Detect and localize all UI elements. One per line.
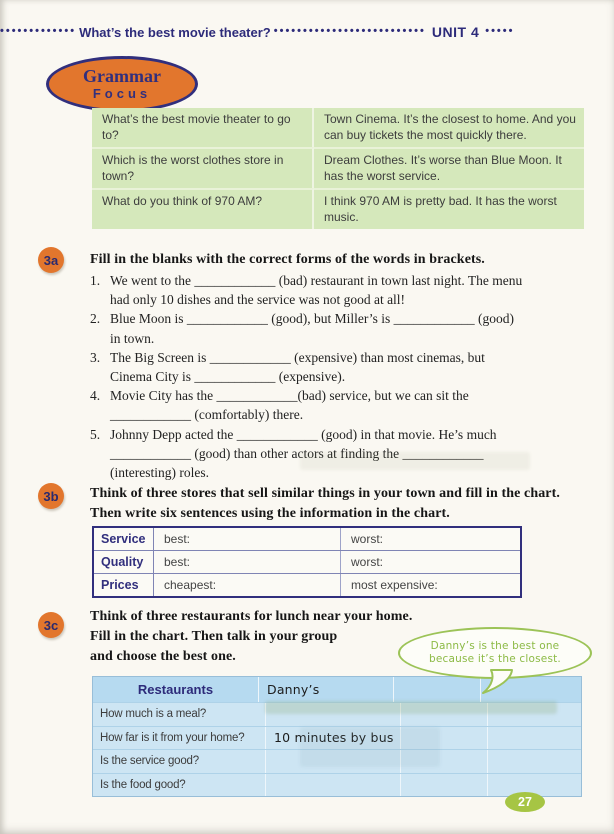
item-text: The Big Screen is ____________ (expensive) than most cinemas, but Cinema City is ____________ (expensive). (110, 349, 485, 385)
exercise-3a-items (90, 271, 526, 482)
chart-row (94, 550, 520, 573)
chart-cell: worst: (351, 555, 384, 569)
header-cell-dannys: Danny’s (259, 677, 394, 702)
empty-cell (401, 727, 488, 750)
exercise-item (90, 271, 526, 309)
grammar-table (92, 108, 584, 229)
item-number: 1. (90, 273, 101, 288)
exercise-item (90, 309, 526, 347)
item-text: Johnny Depp acted the ____________ (good) in that movie. He’s much ____________ (good) than other actors at finding the ____________ (interesting) roles. (110, 426, 497, 481)
section-3c-title-line2: Fill in the chart. Then talk in your group (90, 629, 338, 644)
unit-label: UNIT 4 (431, 24, 480, 40)
stores-chart (92, 526, 522, 598)
item-text: Movie City has the ____________(bad) service, but we can sit the ____________ (comfortably) there. (110, 388, 469, 423)
grammar-answer: Town Cinema. It’s the closest to home. And you can buy tickets the most quickly there. (314, 108, 584, 147)
chart-row-label: Service (94, 528, 154, 550)
table-row (93, 773, 581, 797)
answer-cell: 10 minutes by bus (266, 727, 401, 750)
table-row (93, 702, 581, 726)
dotted-leader-right: ••••• (485, 25, 515, 37)
grammar-row (92, 188, 584, 229)
item-number: 4. (90, 388, 101, 404)
section-3b-badge: 3b (38, 483, 64, 509)
exercise-item (90, 348, 526, 386)
speech-bubble-text-line2: because it’s the closest. (429, 653, 561, 665)
page-header (0, 22, 614, 42)
grammar-row (92, 147, 584, 188)
grammar-focus-word1: Grammar (83, 66, 161, 86)
item-number: 5. (90, 426, 101, 442)
chart-row-label: Quality (94, 551, 154, 573)
empty-cell (488, 750, 581, 773)
answer-cell (266, 774, 401, 797)
speech-bubble-text-line1: Danny’s is the best one (430, 640, 560, 652)
chart-row-label: Prices (94, 574, 154, 596)
question-cell: Is the service good? (93, 750, 266, 773)
chart-cell: best: (154, 551, 341, 573)
chart-row (94, 573, 520, 596)
empty-cell (401, 774, 488, 797)
chart-cell: best: (154, 528, 341, 550)
section-heading: What’s the best movie theater? (79, 24, 271, 40)
grammar-focus-badge (46, 56, 198, 112)
section-3c-title-line3: and choose the best one. (90, 649, 236, 664)
answer-cell (266, 703, 401, 726)
section-3b-title: Think of three stores that sell similar things in your town and fill in the chart. Then write six sentences using the information in the chart. (90, 486, 560, 521)
speech-bubble-tail (478, 669, 522, 697)
header-cell-empty (394, 677, 481, 702)
empty-cell (488, 727, 581, 750)
grammar-answer: I think 970 AM is pretty bad. It has the worst music. (314, 188, 584, 229)
item-number: 3. (90, 349, 101, 365)
item-text: Blue Moon is ____________ (good), but Miller’s is ____________ (good) in town. (110, 311, 514, 346)
chart-cell: most expensive: (351, 578, 438, 592)
dotted-leader-left: ••••••••••••• (0, 25, 77, 37)
grammar-question: Which is the worst clothes store in town? (92, 147, 314, 188)
grammar-question: What’s the best movie theater to go to? (92, 108, 314, 147)
section-3c-badge: 3c (38, 612, 64, 638)
grammar-answer: Dream Clothes. It’s worse than Blue Moon. It has the worst service. (314, 147, 584, 188)
chart-cell: worst: (351, 532, 384, 546)
empty-cell (401, 703, 488, 726)
exercise-item (90, 425, 526, 483)
question-cell: How much is a meal? (93, 703, 266, 726)
grammar-row (92, 108, 584, 147)
page-number-badge: 27 (505, 792, 545, 812)
dotted-leader-middle: •••••••••••••••••••••••••• (273, 25, 426, 37)
chart-cell: cheapest: (154, 574, 341, 596)
question-cell: Is the food good? (93, 774, 266, 797)
table-row (93, 726, 581, 750)
grammar-focus-word2: Focus (92, 86, 152, 101)
empty-cell (401, 750, 488, 773)
empty-cell (488, 703, 581, 726)
section-3a-title: Fill in the blanks with the correct forms of the words in brackets. (90, 252, 485, 267)
table-row (93, 749, 581, 773)
grammar-question: What do you think of 970 AM? (92, 188, 314, 229)
section-3c-title-line1: Think of three restaurants for lunch near your home. (90, 609, 413, 624)
question-cell: How far is it from your home? (93, 727, 266, 750)
item-number: 2. (90, 311, 101, 327)
item-text: We went to the ____________ (bad) restaurant in town last night. The menu had only 10 dishes and the service was not good at all! (110, 273, 523, 308)
answer-cell (266, 750, 401, 773)
chart-row (94, 528, 520, 550)
exercise-item (90, 386, 526, 424)
header-cell-restaurants: Restaurants (93, 677, 259, 702)
section-3a-badge: 3a (38, 247, 64, 273)
